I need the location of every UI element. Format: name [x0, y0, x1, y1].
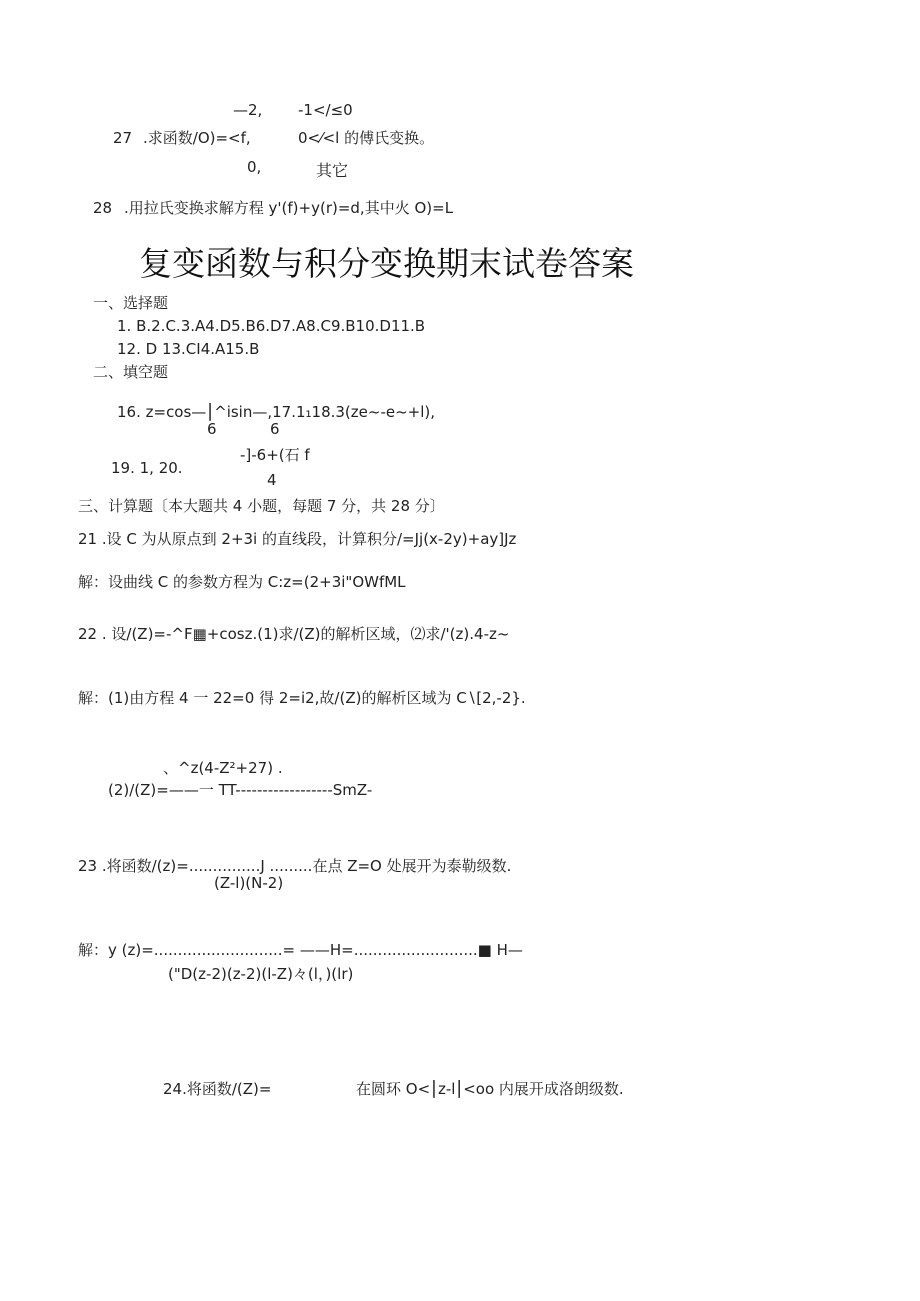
question-23: 23 .将函数/(z)=...............J .........在点 Z=O 处展开为泰勒级数.	[78, 857, 512, 875]
q27-fragment-bottom-left: 0,	[247, 158, 262, 176]
q27-text: .求函数/O)=<f,	[143, 129, 251, 147]
q27-fragment-top-right: -1</≤0	[298, 101, 353, 119]
answer-22-part1: 解：(1)由方程 4 一 22=0 得 2=i2,故/(Z)的解析区域为 C∖[2,-2}.	[78, 689, 526, 707]
question-24-right: 在圆环 O<⎮z-l⎮<oo 内展开成洛朗级数.	[356, 1080, 624, 1098]
answer-22-fragment: 、^z(4-Z²+27) .	[163, 759, 283, 777]
q27-condition: 0<⁄<l 的傅氏变换。	[298, 129, 435, 147]
q27-fragment-bottom-right: 其它	[316, 161, 349, 180]
answer-16-denominator-a: 6	[207, 420, 217, 438]
section1-answers-line2: 12. D 13.CI4.A15.B	[117, 340, 260, 358]
answer-19-20: 19. 1, 20.	[111, 459, 183, 477]
q27-number: 27	[113, 129, 133, 147]
answer-16-denominator-b: 6	[270, 420, 280, 438]
question-23-denominator: (Z-l)(N-2)	[214, 874, 284, 892]
q27-fragment-top-left: —2,	[233, 101, 263, 119]
answer-23: 解：y (z)=...........................= ——H=..........................■ H—	[78, 941, 523, 959]
answer-20-denominator: 4	[267, 471, 277, 489]
question-22: 22 . 设/(Z)=-^F▦+cosz.(1)求/(Z)的解析区域，⑵求/'(z).4-z~	[78, 625, 510, 643]
answer-20-fragment: -]-6+(石 f	[240, 446, 310, 464]
question-24-left: 24.将函数/(Z)=	[163, 1080, 272, 1098]
answer-16-18: 16. z=cos—⎮^isin—,17.1₁18.3(ze~-e~+l),	[117, 403, 436, 421]
section3-heading: 三、计算题〔本大题共 4 小题，每题 7 分，共 28 分〕	[78, 497, 445, 515]
answer-22-part2: (2)/(Z)=——一 TT------------------SmZ-	[108, 781, 373, 799]
answer-21: 解：设曲线 C 的参数方程为 C:z=(2+3i"OWfML	[78, 573, 406, 591]
q28-number: 28	[93, 199, 113, 217]
section1-heading: 一、选择题	[93, 294, 169, 312]
page-title: 复变函数与积分变换期末试卷答案	[139, 244, 634, 283]
answer-23-denominator: ("D(z-2)(z-2)(l-Z)々(l，)(lr)	[168, 965, 354, 983]
question-21: 21 .设 C 为从原点到 2+3i 的直线段，计算积分/=Jj(x-2y)+ay]Jz	[78, 530, 517, 548]
section1-answers-line1: 1. B.2.C.3.A4.D5.B6.D7.A8.C9.B10.D11.B	[117, 317, 426, 335]
q28-text: .用拉氏变换求解方程 y'(f)+y(r)=d,其中火 O)=L	[124, 199, 454, 217]
section2-heading: 二、填空题	[93, 363, 169, 381]
